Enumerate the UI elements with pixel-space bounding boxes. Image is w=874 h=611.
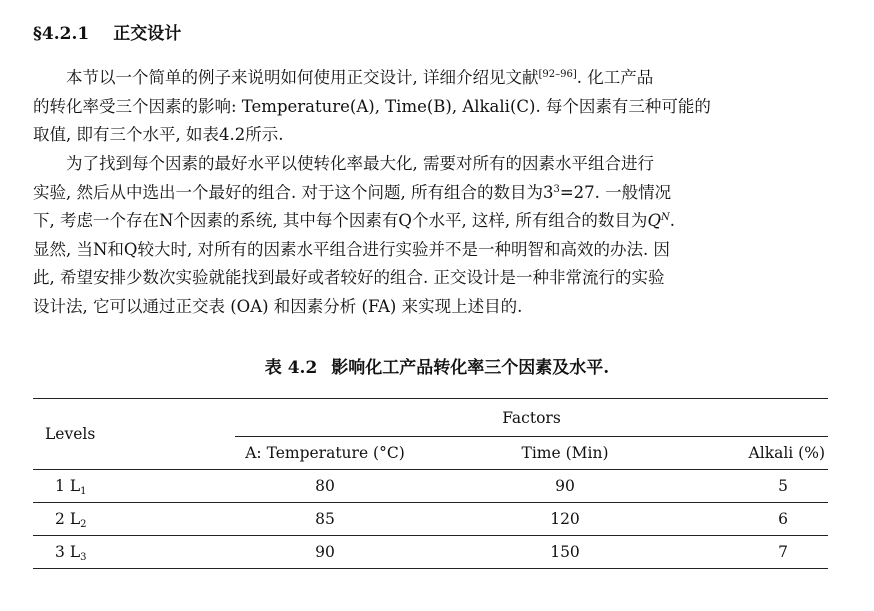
paragraph-2-line-1: 为了找到每个因素的最好水平以使转化率最大化, 需要对所有的因素水平组合进行 (66, 154, 654, 173)
time-cell: 150 (550, 543, 580, 561)
paragraph-2-line-4: 显然, 当N和Q较大时, 对所有的因素水平组合进行实验并不是一种明智和高效的办法. 因 (33, 239, 670, 259)
level-subscript: 2 (80, 519, 87, 530)
temperature-cell: 90 (315, 543, 335, 561)
level-number: 3 (55, 543, 65, 561)
factors-header: Factors (235, 399, 828, 437)
p1-line1-tail: . 化工产品 (576, 68, 654, 87)
paragraph-1-line-2: 的转化率受三个因素的影响: Temperature(A), Time(B), Alkali(C). 每个因素有三种可能的 (33, 96, 711, 116)
table-row (33, 503, 828, 536)
paragraph-1-line-1 (33, 64, 828, 93)
alkali-cell: 5 (778, 477, 788, 495)
paragraph-1-line-3: 取值, 即有三个水平, 如表4.2所示. (33, 125, 284, 144)
citation: [92–96] (538, 69, 577, 80)
table-row (33, 536, 828, 569)
time-cell: 90 (555, 477, 575, 495)
paragraph-2-line-6: 设计法, 它可以通过正交表 (OA) 和因素分析 (FA) 来实现上述目的. (33, 296, 523, 316)
level-letter: L (69, 543, 81, 561)
table-header-row-1 (33, 399, 828, 437)
level-letter: L (69, 510, 81, 528)
alkali-cell: 6 (778, 510, 788, 528)
p2-line3-post: . (669, 211, 675, 230)
p2-line2-pre: 实验, 然后从中选出一个最好的组合. 对于这个问题, 所有组合的数目为3 (33, 182, 554, 202)
p2-exponent: 3 (553, 183, 560, 195)
paragraph-2-line-3 (33, 207, 828, 236)
temperature-cell: 85 (315, 510, 335, 528)
paragraph-2-line-5: 此, 希望安排少数次实验就能找到最好或者较好的组合. 正交设计是一种非常流行的实验 (33, 268, 665, 287)
column-header-time: Time (Min) (521, 444, 609, 462)
column-header-alkali: Alkali (%) (748, 444, 825, 462)
p2-line2-post: =27. 一般情况 (559, 182, 672, 202)
level-subscript: 1 (80, 486, 87, 497)
temperature-cell: 80 (315, 477, 335, 495)
column-header-temperature: A: Temperature (°C) (245, 444, 405, 462)
alkali-cell: 7 (778, 543, 788, 561)
p2-line3-pre: 下, 考虑一个存在N个因素的系统, 其中每个因素有Q个水平, 这样, 所有组合的数目为 (33, 211, 648, 230)
factors-levels-table (33, 398, 828, 569)
table-caption (0, 353, 874, 378)
table-caption-text: 影响化工产品转化率三个因素及水平. (331, 358, 610, 378)
level-cell (33, 470, 235, 503)
level-cell (33, 503, 235, 536)
paragraph-1 (33, 64, 828, 150)
levels-header: Levels (33, 399, 235, 470)
table-caption-label: 表 4.2 (264, 358, 318, 378)
level-number: 2 (55, 510, 65, 528)
section-heading (33, 19, 181, 44)
level-number: 1 (55, 477, 65, 495)
table-row (33, 470, 828, 503)
p1-line1-text: 本节以一个简单的例子来说明如何使用正交设计, 详细介绍见文献 (66, 68, 539, 87)
paragraph-2 (33, 150, 828, 321)
paragraph-2-line-2 (33, 179, 828, 208)
time-cell: 120 (550, 510, 580, 528)
section-number: §4.2.1 (33, 24, 90, 44)
section-title: 正交设计 (113, 24, 182, 44)
p2-n-exponent: N (660, 212, 670, 223)
level-letter: L (69, 477, 81, 495)
level-subscript: 3 (80, 552, 87, 563)
level-cell (33, 536, 235, 569)
p2-q-symbol: Q (647, 211, 661, 230)
